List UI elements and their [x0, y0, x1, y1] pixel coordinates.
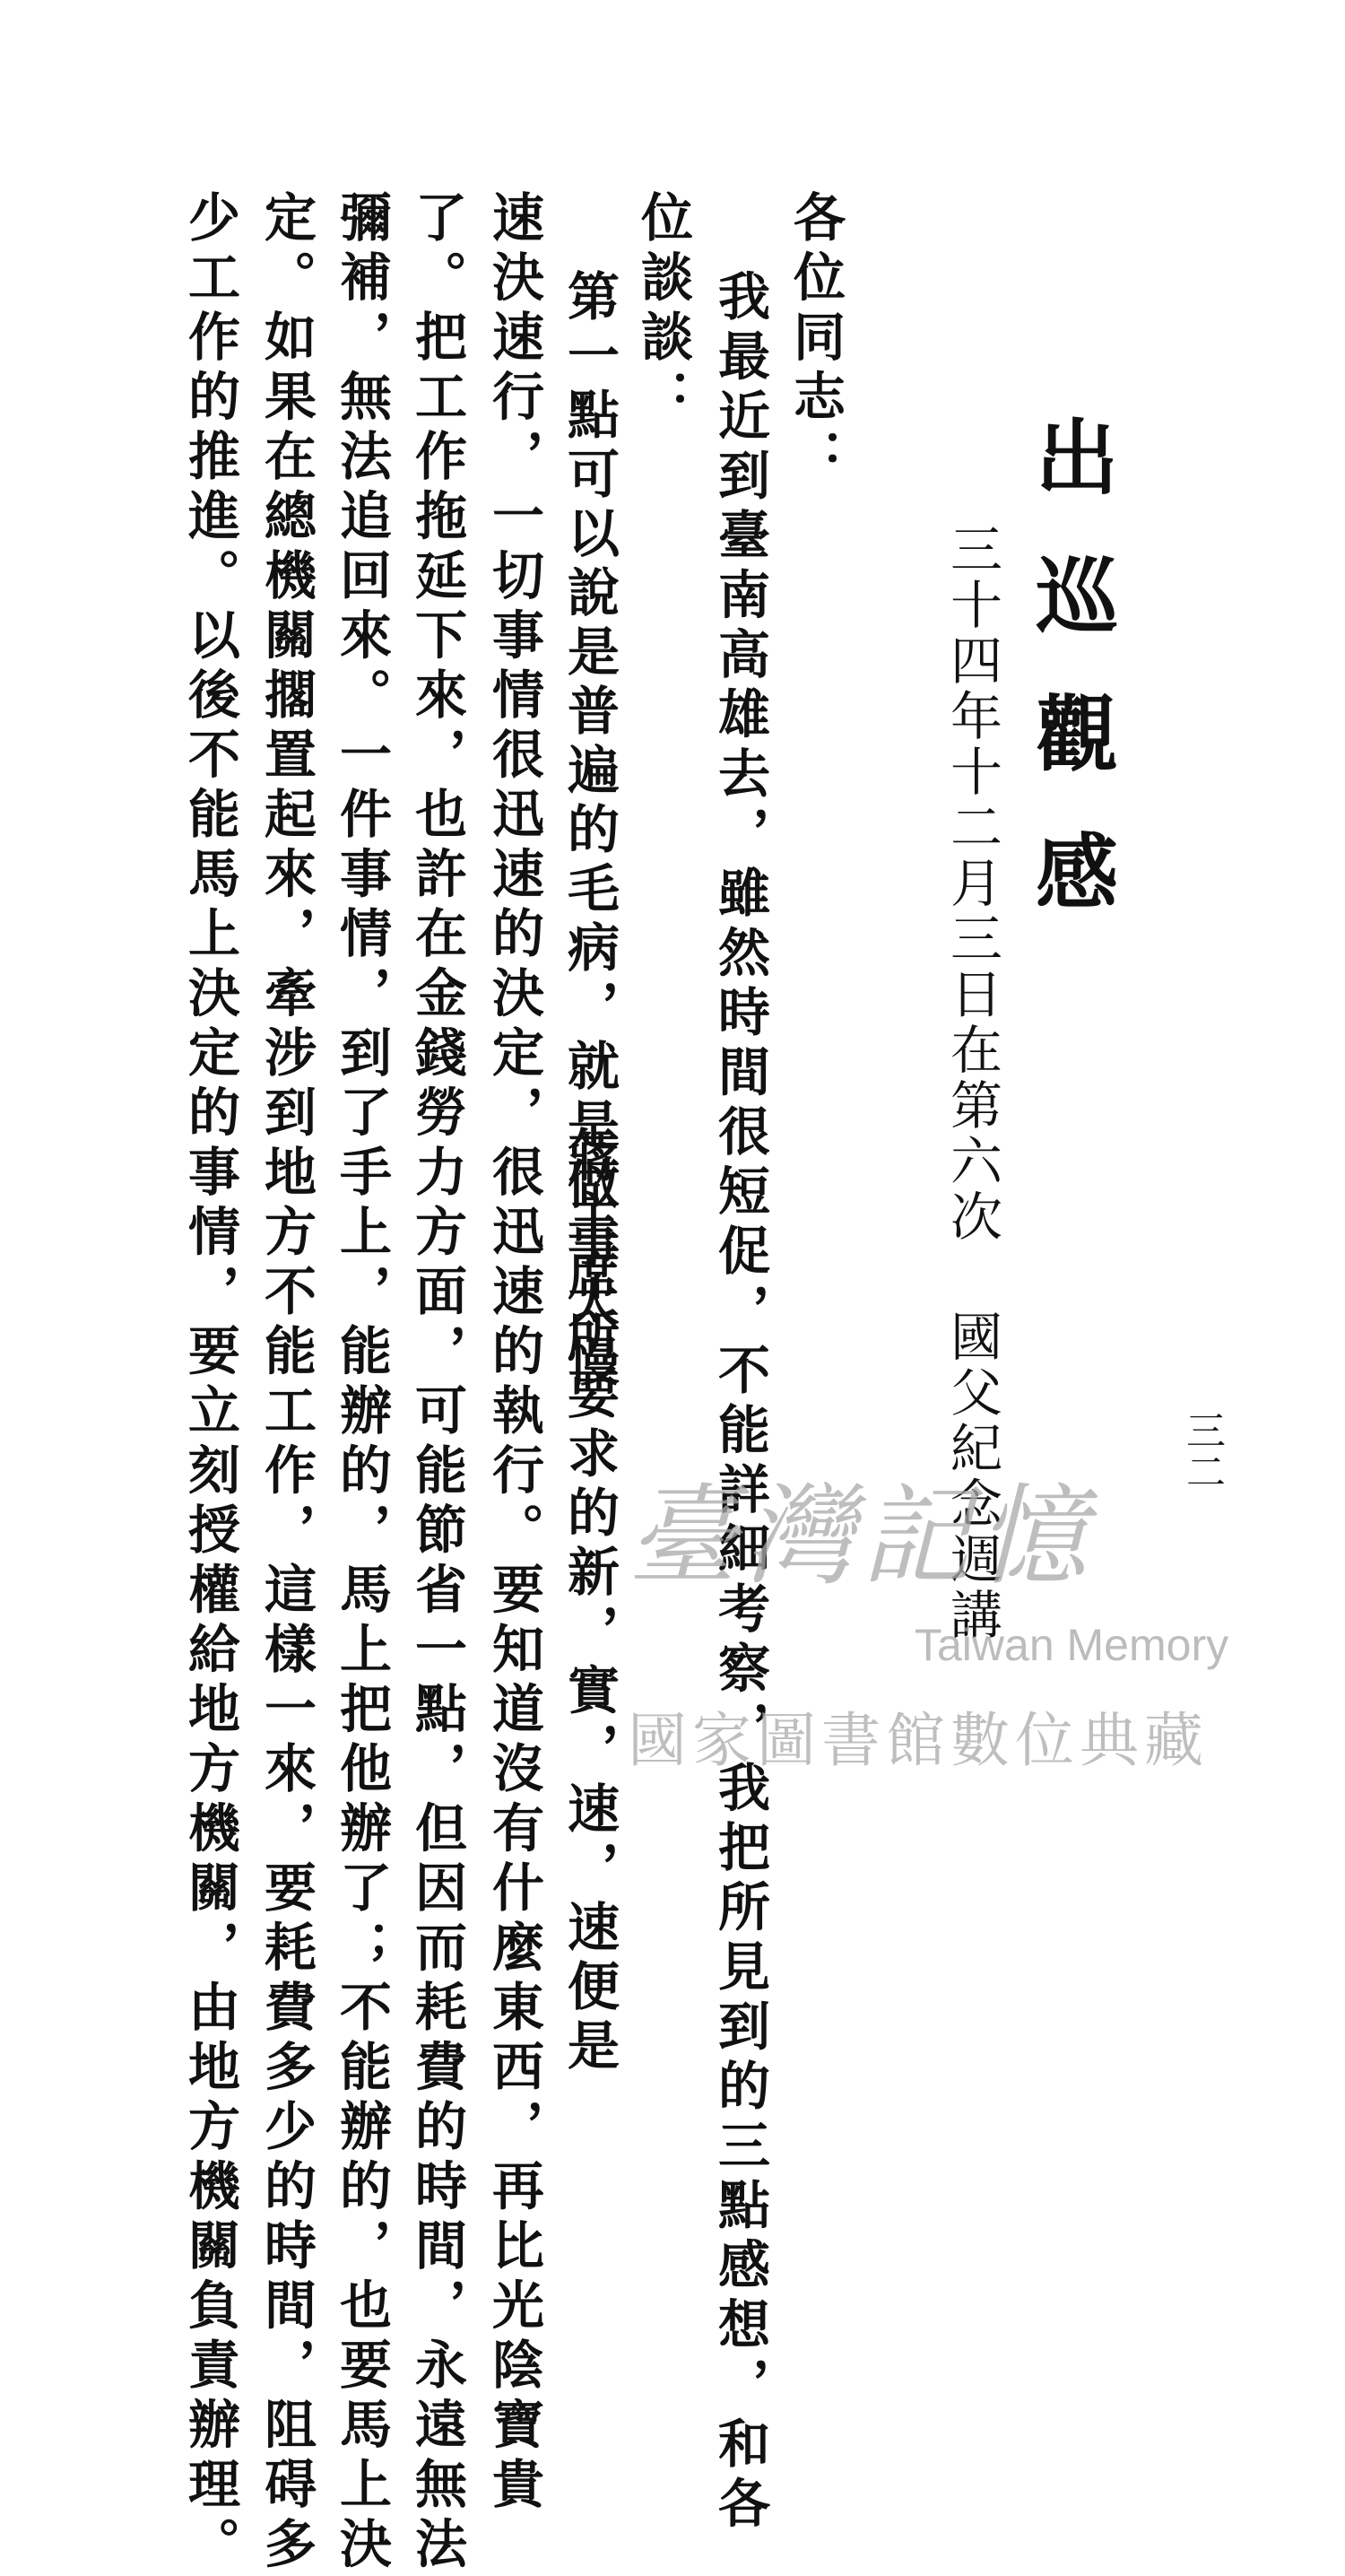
body-line: 速決速行，一切事情很迅速的決定，很迅速的執行。要知道沒有什麼東西，再比光陰寶貴	[483, 190, 544, 2517]
watermark-chinese: 國家圖書館數位典藏	[628, 1707, 1209, 1773]
body-line: 第一點可以說是普遍的毛病，就是做事太慢	[559, 269, 620, 1394]
body-line: 我最近到臺南高雄去，雖然時間很短促，不能詳細考察，我把所見到的三點感想，和各	[709, 269, 770, 2536]
body-line: 了。把工作拖延下來，也許在金錢勞力方面，可能節省一點，但因而耗費的時間，永遠無法	[406, 190, 467, 2576]
body-line: 少工作的推進。以後不能馬上決定的事情，要立刻授權給地方機關，由地方機關負責辦理。	[179, 190, 240, 2576]
watermark-english: Taiwan Memory	[915, 1620, 1229, 1670]
speech-date-note: 三十四年十二月三日在第六次 國父紀念週講	[941, 522, 1002, 1643]
watermark	[619, 1449, 1264, 1825]
body-line: 位談談：	[632, 190, 693, 429]
body-line-continuation: 蔣主席所要求的新，實，速，速便是	[559, 1130, 620, 2077]
page-title: 出巡觀感	[1022, 414, 1119, 967]
body-line: 定。如果在總機關擱置起來，牽涉到地方不能工作，這樣一來，要耗費多少的時間，阻碍多	[256, 190, 317, 2576]
body-line: 各位同志：	[785, 190, 846, 489]
body-line: 彌補，無法追回來。一件事情，到了手上，能辦的，馬上把他辦了；不能辦的，也要馬上決	[331, 190, 392, 2576]
page-number: 三二	[1179, 1410, 1225, 1493]
watermark-brush-logo: 臺灣記憶	[628, 1473, 1094, 1600]
